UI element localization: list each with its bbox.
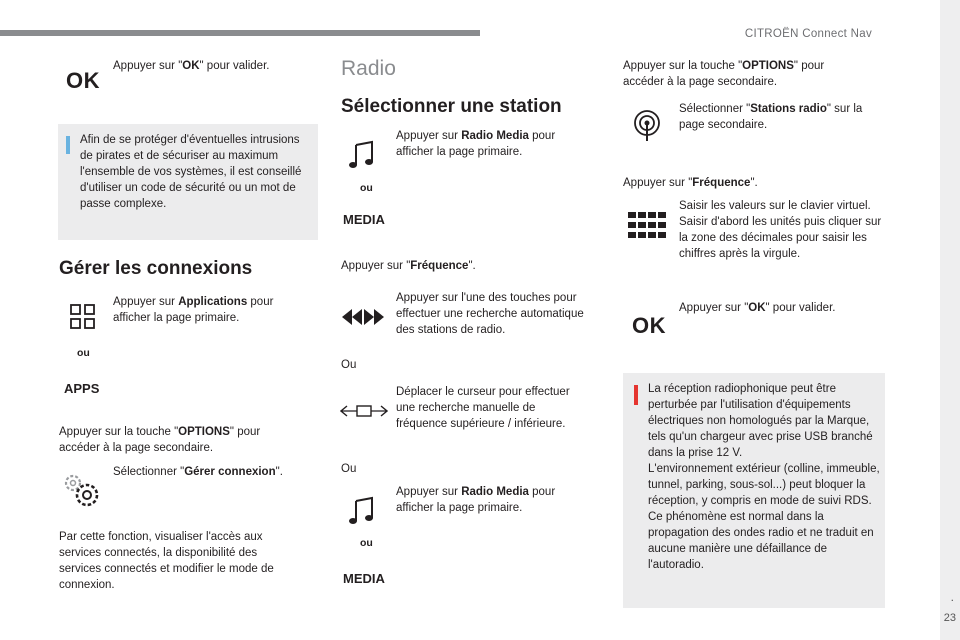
page-side-strip [940,0,960,640]
page-dot: . [950,590,954,604]
stations-instruction [679,101,884,133]
text-part: Appuyer sur " [623,177,693,189]
keypad-instruction: Saisir les valeurs sur le clavier virtuel. Saisir d'abord les unités puis cliquer sur la zone des décimales pour saisir les chiffres après la virgule. [679,200,882,260]
text-part: Appuyer sur [396,130,462,142]
header-rule [0,30,480,36]
warning-icon [634,385,638,405]
page-number: 23 [943,612,956,624]
info-icon [66,136,70,154]
ok-keyword: OK [182,60,200,72]
seek-instruction: Appuyer sur l'une des touches pour effectuer une recherche automatique des stations de radio. [396,292,584,336]
apps-label: APPS [64,381,100,396]
ou-text: Ou [341,359,357,371]
gerer-select-instruction [113,464,313,480]
keypad-icon [628,212,666,238]
music-note-icon [348,140,376,170]
text-part: Sélectionner " [113,466,185,478]
text-part: ". [750,177,758,189]
text-part: " pour accéder à la page secondaire. [623,60,825,88]
options-instruction [59,424,289,456]
options-keyword: OPTIONS [742,60,794,72]
text-part: pour afficher la page primaire. [396,130,556,158]
ok-icon: OK [632,313,666,338]
text-part: pour afficher la page primaire. [396,486,556,514]
ok-instruction [113,58,303,74]
ou-text: Ou [341,463,357,475]
apps-instruction [113,294,298,326]
frequence-keyword: Fréquence [410,260,469,272]
apps-grid-icon [70,304,96,330]
info-text: Afin de se protéger d'éventuelles intrusions de pirates et de sécuriser au maximum l'ensemble de vos systèmes, il est conseillé d'utiliser un code de sécurité ou un mot de passe complexe. [80,134,302,210]
text-part: Appuyer sur " [679,302,749,314]
frequence-keyword: Fréquence [692,177,751,189]
text-part: pour afficher la page primaire. [113,296,274,324]
ou-label: ou [77,347,90,359]
ok-icon: OK [66,68,100,93]
text-part: Appuyer sur " [341,260,411,272]
ok-keyword: OK [748,302,766,314]
radio-media-keyword: Radio Media [461,130,529,142]
options-instruction [623,58,863,90]
radio-media-instruction [396,128,576,160]
manual-instruction: Déplacer le curseur pour effectuer une recherche manuelle de fréquence supérieure / inférieure. [396,386,570,430]
warning-text: La réception radiophonique peut être perturbée par l'utilisation d'équipements électriques non homologués par la Marque, tels qu'un chargeur avec prise USB branché dans la prise 12 V. L'environnement extérieur (colline, immeuble, tunnel, parking, sous-sol...) peut bloquer la réception, y compris en mode de suivi RDS. Ce phénomène est normal dans la propagation des ondes radio et ne traduit en aucune manière une défaillance de l'autoradio. [648,383,880,571]
text-part: ". [275,466,283,478]
frequence-instruction [341,258,476,274]
text-part: Sélectionner " [679,103,751,115]
radio-section-title: Radio [341,57,396,80]
select-station-heading: Sélectionner une station [341,96,562,117]
ou-label: ou [360,537,373,549]
text-part: Appuyer sur " [113,60,183,72]
connexion-description: Par cette fonction, visualiser l'accès aux services connectés, la disponibilité des services connectés et modifier le mode de connexion. [59,531,274,591]
ok-instruction [679,300,879,316]
media-label: MEDIA [343,571,385,586]
music-note-icon [348,496,376,526]
text-part: " pour valider. [765,302,836,314]
applications-keyword: Applications [178,296,248,308]
stations-radio-keyword: Stations radio [750,103,827,115]
options-keyword: OPTIONS [178,426,230,438]
text-part: " sur la page secondaire. [679,103,863,131]
gerer-connexion-keyword: Gérer connexion [184,466,276,478]
text-part: Appuyer sur la touche " [623,60,743,72]
radio-media-instruction [396,484,576,516]
gerer-connexions-heading: Gérer les connexions [59,258,253,279]
gears-icon [60,470,102,510]
seek-arrows-icon [340,307,386,327]
text-part: ". [468,260,476,272]
text-part: Appuyer sur [396,486,462,498]
text-part: " pour accéder à la page secondaire. [59,426,261,454]
frequence-instruction [623,175,758,191]
text-part: Appuyer sur [113,296,179,308]
text-part: Appuyer sur la touche " [59,426,179,438]
radio-media-keyword: Radio Media [461,486,529,498]
frequency-slider-icon [340,402,388,420]
ou-label: ou [360,182,373,194]
header-title: CITROËN Connect Nav [744,28,872,40]
radio-station-icon [632,110,662,142]
media-label: MEDIA [343,212,385,227]
text-part: " pour valider. [199,60,270,72]
